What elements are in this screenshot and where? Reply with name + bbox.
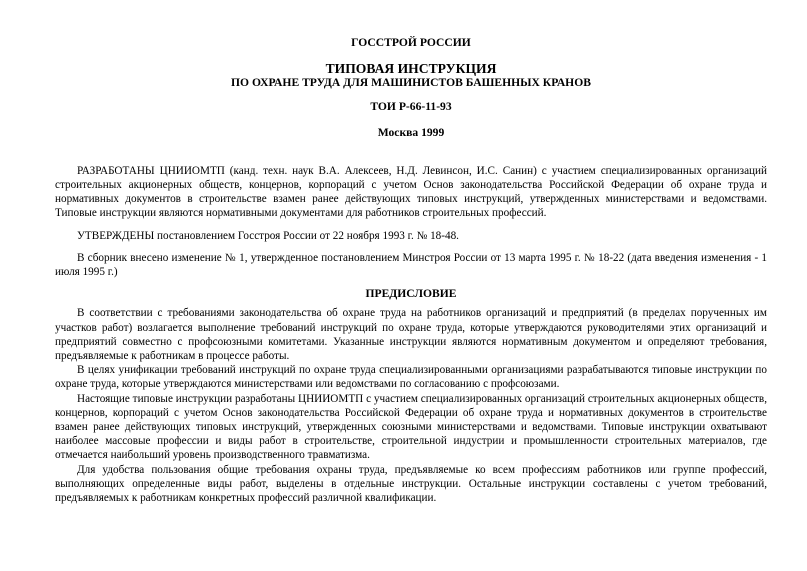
preface-paragraph: Для удобства пользования общие требования охраны труда, предъявляемые ко всем профессиям работников или группе профессий, выполняющих определенные виды работ, выделены в отдельные инструкции. Остальные инструкции составлены с учетом требований, предъявляемых к работникам конкретных профессий различной квалификации. (55, 463, 767, 505)
preface-body (55, 306, 767, 505)
preface-title: ПРЕДИСЛОВИЕ (365, 287, 457, 301)
intro-block (55, 164, 767, 279)
preface-paragraph: В соответствии с требованиями законодательства об охране труда на работников организаций и предприятий (в пределах порученных им участков работ) возлагается выполнение требований инструкций по охране труда, которые утверждаются руководителями этих организаций и предприятий совместно с профсоюзными комитетами. Указанные инструкции являются нормативным документом и определяют требования, предъявляемые к работникам в процессе работы. (55, 307, 767, 363)
intro-developed-paragraph: РАЗРАБОТАНЫ ЦНИИОМТП (канд. техн. наук В.А. Алексеев, Н.Д. Левинсон, И.С. Санин) с участием специализированных организаций строительных акционерных обществ, концернов, корпораций с учетом Основ законодательства Российской Федерации об охране труда и нормативных документов в строительстве взамен ранее действующих типовых инструкций, утвержденных министерствами и ведомствами. Типовые инструкции являются нормативными документами для работников строительных профессий. (55, 164, 767, 220)
intro-approved-paragraph: УТВЕРЖДЕНЫ постановлением Госстроя России от 22 ноября 1993 г. № 18-48. (77, 229, 459, 242)
organization-name: ГОССТРОЙ РОССИИ (351, 36, 471, 49)
document-subtitle: ПО ОХРАНЕ ТРУДА ДЛЯ МАШИНИСТОВ БАШЕННЫХ КРАНОВ (231, 76, 591, 90)
city-year: Москва 1999 (377, 125, 445, 139)
intro-amendment-paragraph: В сборник внесено изменение № 1, утвержденное постановлением Минстроя России от 13 марта 1995 г. № 18-22 (дата введения изменения - 1 июля 1995 г.) (55, 251, 767, 279)
preface-paragraph: Настоящие типовые инструкции разработаны ЦНИИОМТП с участием специализированных организаций строительных акционерных обществ, концернов, корпораций с учетом Основ законодательства Российской Федерации об охране труда и нормативных документов в строительстве взамен ранее действующих типовых инструкций, утвержденных союзными министерствами и ведомствами. Типовые инструкции охватывают наиболее массовые профессии и виды работ в строительстве, строительной индустрии и промышленности строительных материалов, где отмечается наибольший уровень производственного травматизма. (55, 392, 767, 462)
preface-paragraph: В целях унификации требований инструкций по охране труда специализированными организациями разрабатываются типовые инструкции по охране труда, которые утверждаются министерствами или ведомствами по согласованию с профсоюзами. (55, 364, 767, 391)
document-code: ТОИ Р-66-11-93 (370, 100, 452, 114)
document-title: ТИПОВАЯ ИНСТРУКЦИЯ (325, 61, 497, 77)
